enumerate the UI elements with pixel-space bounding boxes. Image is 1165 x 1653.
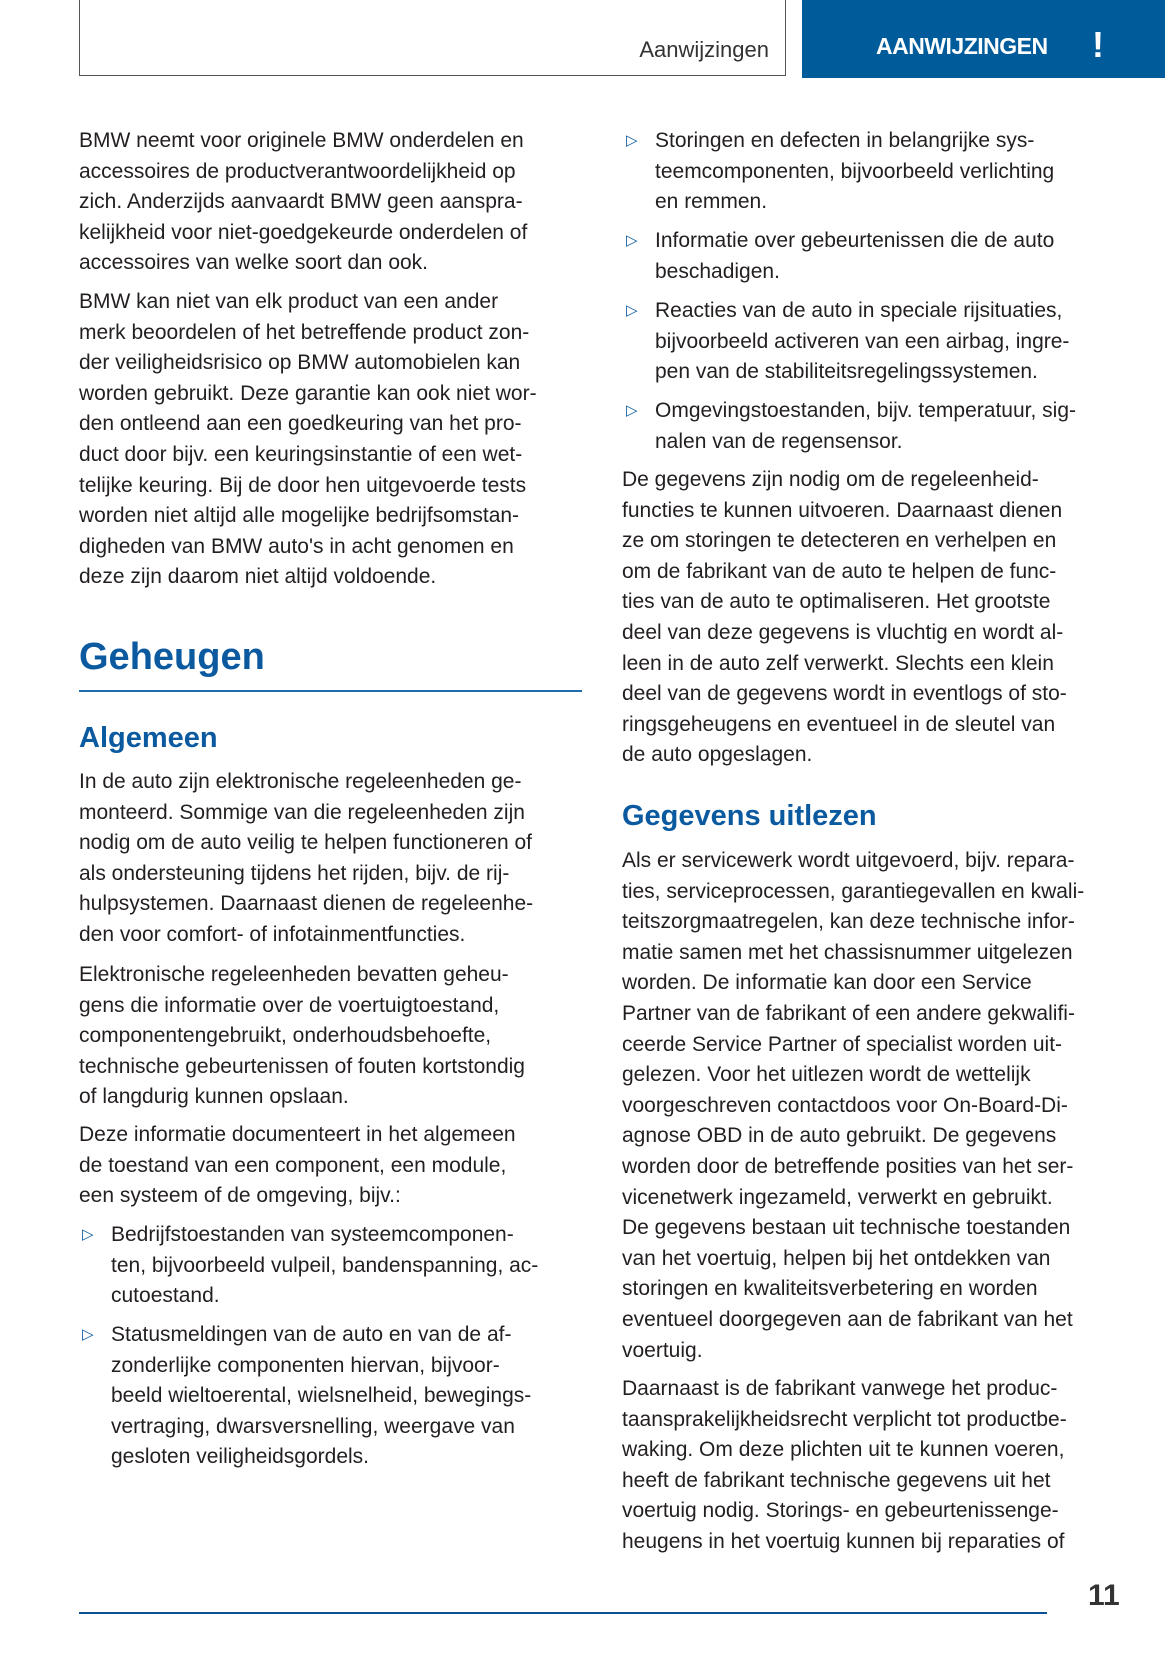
paragraph: In de auto zijn elektronische regeleenheden ge- monteerd. Sommige van die regeleenheden zijn nodig om de auto veilig te helpen functioneren of als ondersteuning tijdens het rijden, bijv. de rij- hulpsystemen. Daarnaast dienen de regeleenhe- den voor comfort- of infotainmentfuncties. (79, 770, 534, 946)
paragraph: Daarnaast is de fabrikant vanwege het produc- taansprakelijkheidsrecht verplicht tot productbe- waking. Om deze plichten uit te kunnen voeren, heeft de fabrikant technische gegevens uit het voertuig nodig. Storings- en gebeurtenissenge- heugens in het voertuig kunnen bij reparaties of (622, 1377, 1067, 1553)
bullet-triangle-icon: ▷ (82, 1326, 94, 1343)
list-item-text: Reacties van de auto in speciale rijsituaties, bijvoorbeeld activeren van een airbag, ingre- pen van de stabiliteitsregelingssystemen. (655, 299, 1070, 384)
bullet-triangle-icon: ▷ (626, 232, 638, 249)
exclamation-icon: ! (1092, 24, 1104, 65)
paragraph: Deze informatie documenteert in het algemeen de toestand van een component, een module, een systeem of de omgeving, bijv.: (79, 1123, 516, 1208)
bullet-triangle-icon: ▷ (626, 132, 638, 149)
paragraph: Elektronische regeleenheden bevatten geheu- gens die informatie over de voertuigtoestand, componentengebruikt, onderhoudsbehoefte, technische gebeurtenissen of fouten kortstondig of langdurig kunnen opslaan. (79, 963, 525, 1109)
list-item-text: Informatie over gebeurtenissen die de auto beschadigen. (655, 229, 1055, 283)
paragraph: De gegevens zijn nodig om de regeleenheid- functies te kunnen uitvoeren. Daarnaast dienen ze om storingen te detecteren en verhelpen en om de fabrikant van de auto te helpen de func- ties van de auto te optimaliseren. Het grootste deel van deze gegevens is vluchtig en wordt al- leen in de auto zelf verwerkt. Slechts een klein deel van de gegevens wordt in eventlogs of sto- ringsgeheugens en eventueel in de sleutel van de auto opgeslagen. (622, 468, 1067, 767)
heading-divider (79, 690, 582, 692)
bullet-triangle-icon: ▷ (82, 1226, 94, 1243)
list-item-text: Statusmeldingen van de auto en van de af- zonderlijke componenten hiervan, bijvoor- beeld wieltoerental, wielsnelheid, bewegings- vertraging, dwarsversnelling, weergave van gesloten veiligheidsgordels. (111, 1323, 532, 1469)
list-item-text: Bedrijfstoestanden van systeemcomponen- ten, bijvoorbeeld vulpeil, bandenspanning, ac- cutoestand. (111, 1223, 539, 1308)
list-item-text: Storingen en defecten in belangrijke sys- teemcomponenten, bijvoorbeeld verlichting en remmen. (655, 129, 1055, 214)
subsection-heading: Gegevens uitlezen (622, 800, 877, 832)
subsection-heading: Algemeen (79, 722, 218, 754)
list-item-text: Omgevingstoestanden, bijv. temperatuur, sig- nalen van de regensensor. (655, 399, 1076, 453)
paragraph: BMW kan niet van elk product van een ander merk beoordelen of het betreffende product zon- der veiligheidsrisico op BMW automobielen kan worden gebruikt. Deze garantie kan ook niet wor- den ontleend aan een goedkeuring van het pro- duct door bijv. een keuringsinstantie of een wet- telijke keuring. Bij de door hen uitgevoerde tests worden niet altijd alle mogelijke bedrijfsomstan- digheden van BMW auto's in acht genomen en deze zijn daarom niet altijd voldoende. (79, 290, 537, 589)
page-number: 11 (1088, 1579, 1120, 1612)
header-chapter-tab (802, 0, 1165, 78)
bullet-triangle-icon: ▷ (626, 402, 638, 419)
footer-divider (79, 1612, 1047, 1614)
header-chapter-label: AANWIJZINGEN (876, 33, 1048, 59)
section-heading: Geheugen (79, 636, 265, 678)
paragraph: Als er servicewerk wordt uitgevoerd, bijv. repara- ties, serviceprocessen, garantiegevallen en kwali- teitszorgmaatregelen, kan deze technische infor- matie samen met het chassisnummer uitgelezen worden. De informatie kan door een Service Partner van de fabrikant of een andere gekwalifi- ceerde Service Partner of specialist worden uit- gelezen. Voor het uitlezen wordt de wettelijk voorgeschreven contactdoos voor On-Board-Di- agnose OBD in de auto gebruikt. De gegevens worden door de betreffende posities van het ser- vicenetwerk ingezameld, verwerkt en gebruikt. De gegevens bestaan uit technische toestanden van het voertuig, helpen bij het ontdekken van storingen en kwaliteitsverbetering en worden eventueel doorgegeven aan de fabrikant van het voertuig. (622, 849, 1085, 1362)
header-section-box (79, 0, 786, 76)
paragraph: BMW neemt voor originele BMW onderdelen en accessoires de productverantwoordelijkheid op zich. Anderzijds aanvaardt BMW geen aanspra- kelijkheid voor niet-goedgekeurde onderdelen of accessoires van welke soort dan ook. (79, 129, 528, 275)
bullet-triangle-icon: ▷ (626, 302, 638, 319)
header-section-label: Aanwijzingen (639, 37, 769, 62)
